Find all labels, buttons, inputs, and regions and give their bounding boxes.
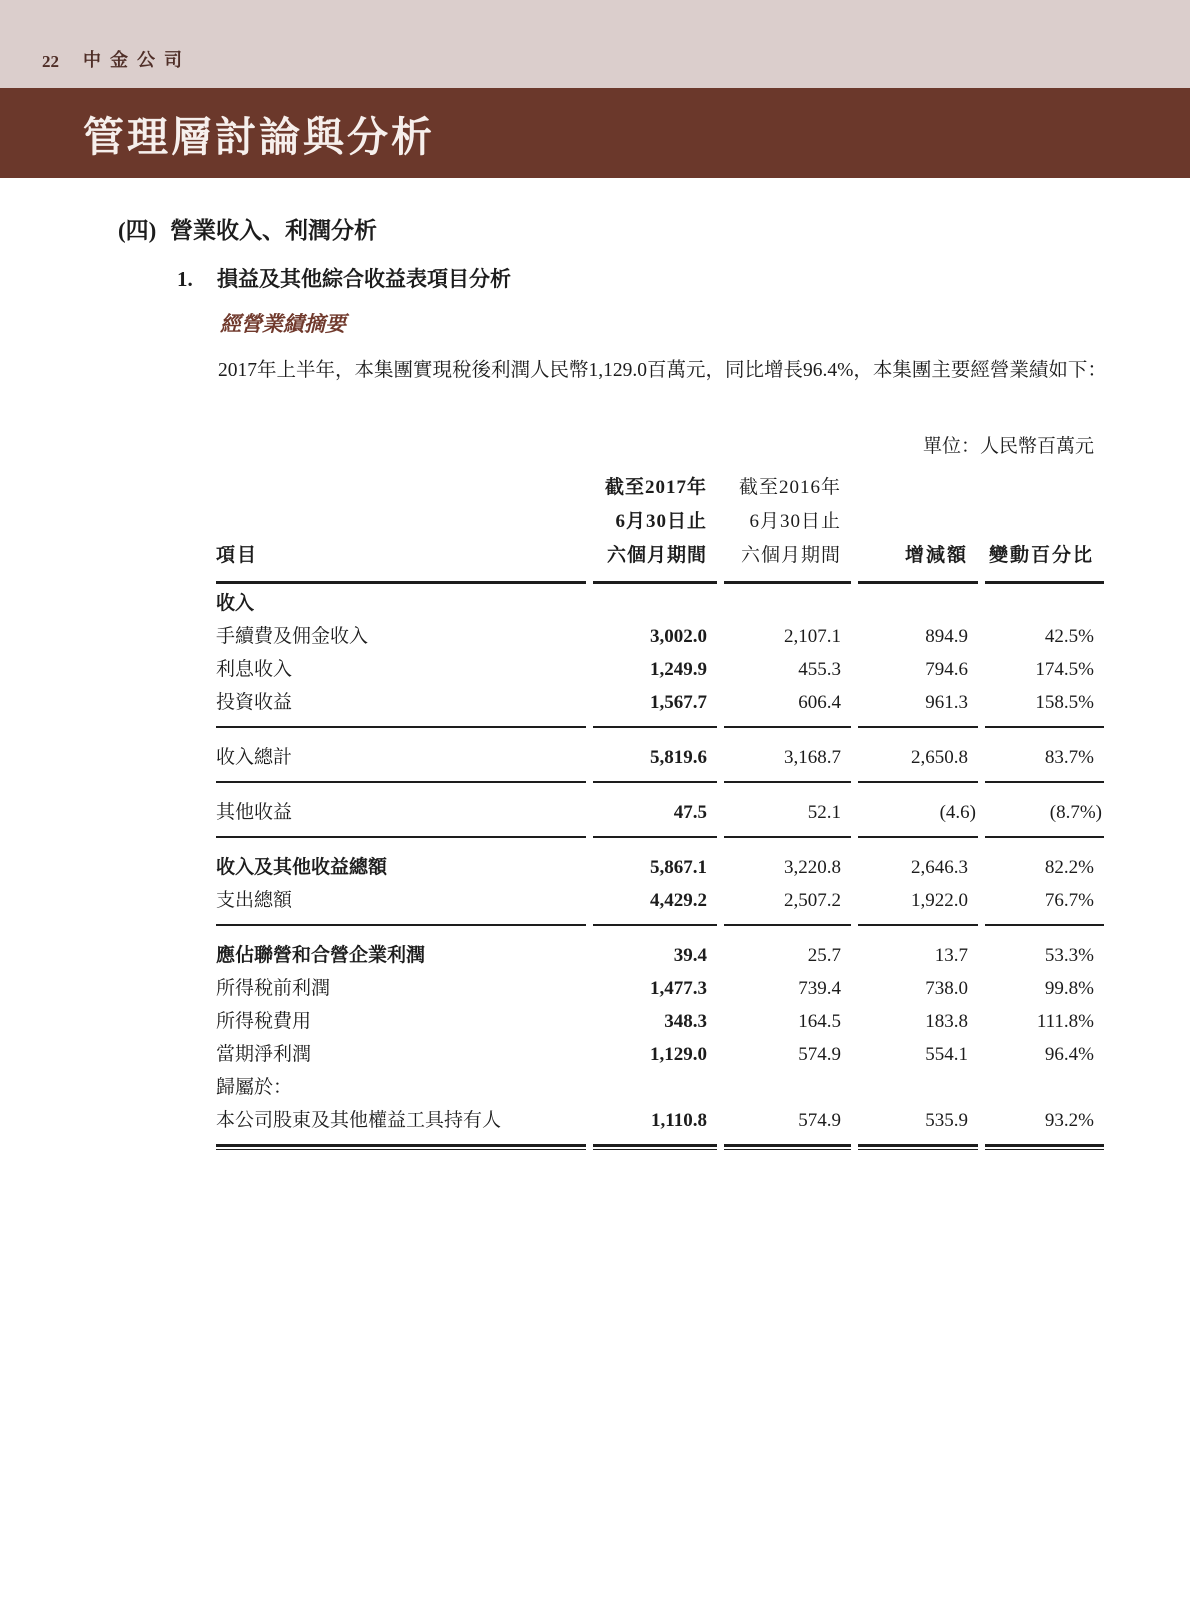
table-row [216,617,1104,650]
value-2017: 39.4 [673,945,707,966]
table-row [216,683,1104,728]
intro-paragraph: 2017年上半年，本集團實現稅後利潤人民幣1,129.0百萬元，同比增長96.4%，本集團主要經營業績如下： [218,360,1107,381]
value-2017: 47.5 [593,783,717,838]
bottom-rule-segment [216,1147,586,1150]
row-label: 本公司股東及其他權益工具持有人 [216,1101,586,1147]
value-pct: (8.7%) [985,783,1104,838]
value-pct: 76.7% [985,881,1104,926]
value-2016: 2,107.1 [784,626,841,647]
banner-title: 管理層討論與分析 [83,113,435,160]
row-label: 歸屬於： [216,1077,293,1098]
table-row [216,728,1104,783]
value-2017: 1,567.7 [593,683,717,728]
value-pct: 82.2% [1044,857,1094,878]
row-label: 收入 [216,593,255,614]
value-change: 535.9 [858,1101,978,1147]
table-row [216,838,1104,881]
header-period-2016: 截至2016年 6月30日止 六個月期間 [724,471,851,584]
value-change: 794.6 [925,659,968,680]
value-change: 554.1 [925,1044,968,1065]
value-2017: 5,819.6 [593,728,717,783]
row-label: 所得稅費用 [216,1011,312,1032]
value-2016: 3,220.8 [784,857,841,878]
table-row [216,881,1104,926]
value-pct: 53.3% [1044,945,1094,966]
value-2017: 348.3 [664,1011,707,1032]
row-label: 收入及其他收益總額 [216,857,388,878]
value-2017 [593,1068,717,1101]
subsection-heading [177,266,1190,293]
bottom-rule-segment [724,1147,851,1150]
header-pct: 變動百分比 [985,471,1104,584]
table-bottom-rule [216,1147,1104,1150]
page-number: 22 [42,52,59,71]
value-2017 [593,584,717,617]
value-change: 2,646.3 [911,857,968,878]
value-change: 1,922.0 [858,881,978,926]
table-row [216,1002,1104,1035]
value-2016: 2,507.2 [724,881,851,926]
table-row [216,783,1104,838]
table-row [216,584,1104,617]
value-pct [985,1068,1104,1101]
company-name: 中金公司 [83,50,191,70]
unit-note: 單位：人民幣百萬元 [922,436,1094,457]
value-pct: 93.2% [985,1101,1104,1147]
value-2016: 455.3 [798,659,841,680]
value-2016: 574.9 [724,1101,851,1147]
value-2017: 1,129.0 [650,1044,707,1065]
value-2016 [724,1068,851,1101]
value-change: 2,650.8 [858,728,978,783]
value-change: 961.3 [858,683,978,728]
page-header [0,0,1190,88]
row-label: 利息收入 [216,659,293,680]
value-2016: 574.9 [798,1044,841,1065]
section-banner [0,88,1190,178]
section-heading-prefix: (四) [118,218,157,243]
row-label: 應佔聯營和合營企業利潤 [216,945,426,966]
value-2016: 164.5 [798,1011,841,1032]
row-label: 所得稅前利潤 [216,978,331,999]
section-heading [118,216,1190,246]
bottom-rule-segment [858,1147,978,1150]
header-period-2017: 截至2017年 6月30日止 六個月期間 [593,471,717,584]
value-2017: 5,867.1 [650,857,707,878]
value-pct [985,584,1104,617]
value-pct: 96.4% [1044,1044,1094,1065]
row-label: 當期淨利潤 [216,1044,312,1065]
row-label: 手續費及佣金收入 [216,626,369,647]
value-change: 13.7 [934,945,968,966]
table-header-row [216,471,1104,584]
value-pct: 111.8% [1036,1011,1094,1032]
value-pct: 99.8% [1044,978,1094,999]
bottom-rule-segment [593,1147,717,1150]
value-2016: 606.4 [724,683,851,728]
row-label: 支出總額 [216,881,586,926]
row-label: 其他收益 [216,783,586,838]
value-2017: 1,477.3 [650,978,707,999]
header-item: 項目 [216,471,586,584]
value-2016: 739.4 [798,978,841,999]
value-change: 738.0 [925,978,968,999]
bottom-rule-segment [985,1147,1104,1150]
table-row [216,650,1104,683]
section-heading-text: 營業收入、利潤分析 [170,218,377,243]
value-2016: 3,168.7 [724,728,851,783]
value-change [858,1068,978,1101]
value-change [858,584,978,617]
financial-table [209,471,1111,1150]
value-pct: 83.7% [985,728,1104,783]
value-pct: 158.5% [985,683,1104,728]
table-body [216,584,1104,1150]
table-row [216,969,1104,1002]
value-2017: 4,429.2 [593,881,717,926]
value-2017: 1,110.8 [593,1101,717,1147]
value-2017: 1,249.9 [650,659,707,680]
header-change: 增減額 [858,471,978,584]
value-2017: 3,002.0 [650,626,707,647]
content-area [0,216,1190,1150]
value-change: (4.6) [858,783,978,838]
subsection-number: 1. [177,267,193,291]
value-pct: 42.5% [1044,626,1094,647]
summary-title: 經營業績摘要 [220,312,346,336]
value-2016: 25.7 [807,945,841,966]
row-label: 收入總計 [216,728,586,783]
table-row [216,1035,1104,1068]
value-change: 894.9 [925,626,968,647]
table-row [216,926,1104,969]
subsection-heading-text: 損益及其他綜合收益表項目分析 [217,267,511,291]
table-row [216,1101,1104,1147]
value-change: 183.8 [925,1011,968,1032]
value-2016 [724,584,851,617]
value-pct: 174.5% [1035,659,1094,680]
value-2016: 52.1 [724,783,851,838]
row-label: 投資收益 [216,683,586,728]
table-row [216,1068,1104,1101]
